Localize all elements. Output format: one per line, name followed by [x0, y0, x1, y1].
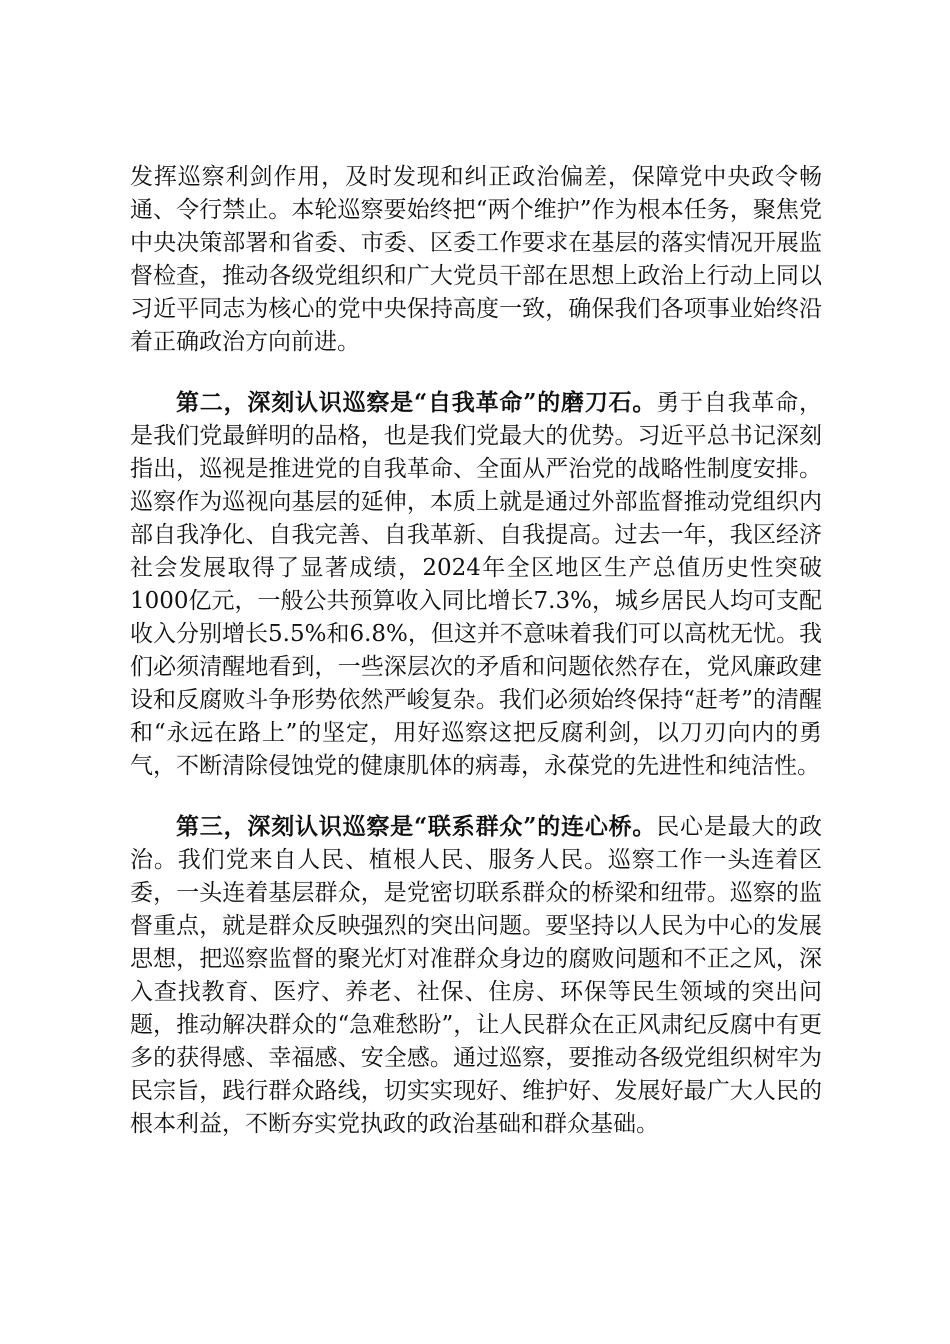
- paragraph-heading: 第三，深刻认识巡察是“联系群众”的连心桥。: [176, 813, 657, 840]
- paragraph-heading: 第二，深刻认识巡察是“自我革命”的磨刀石。: [176, 389, 657, 416]
- paragraph-text: 勇于自我革命，是我们党最鲜明的品格，也是我们党最大的优势。习近平总书记深刻指出，巡视是推进党的自我革命、全面从严治党的战略性制度安排。巡察作为巡视向基层的延伸，本质上就是通过外部监督推动党组织内部自我净化、自我完善、自我革新、自我提高。过去一年，我区经济社会发展取得了显著成绩，2024年全区地区生产总值历史性突破1000亿元，一般公共预算收入同比增长7.3%，城乡居民人均可支配收入分别增长5.5%和6.8%，但这并不意味着我们可以高枕无忧。我们必须清醒地看到，一些深层次的矛盾和问题依然存在，党风廉政建设和反腐败斗争形势依然严峻复杂。我们必须始终保持“赶考”的清醒和“永远在路上”的坚定，用好巡察这把反腐利剑，以刀刃向内的勇气，不断清除侵蚀党的健康肌体的病毒，永葆党的先进性和纯洁性。: [130, 390, 823, 779]
- document-body: [130, 161, 822, 1168]
- paragraph-text: 发挥巡察利剑作用，及时发现和纠正政治偏差，保障党中央政令畅通、令行禁止。本轮巡察要始终把“两个维护”作为根本任务，聚焦党中央决策部署和省委、市委、区委工作要求在基层的落实情况开展监督检查，推动各级党组织和广大党员干部在思想上政治上行动上同以习近平同志为核心的党中央保持高度一致，确保我们各项事业始终沿着正确政治方向前进。: [130, 164, 822, 355]
- paragraph-third-point: [130, 810, 822, 1141]
- paragraph-continued: [130, 161, 822, 359]
- paragraph-text: 民心是最大的政治。我们党来自人民、植根人民、服务人民。巡察工作一头连着区委，一头连着基层群众，是党密切联系群众的桥梁和纽带。巡察的监督重点，就是群众反映强烈的突出问题。要坚持以人民为中心的发展思想，把巡察监督的聚光灯对准群众身边的腐败问题和不正之风，深入查找教育、医疗、养老、社保、住房、环保等民生领域的突出问题，推动解决群众的“急难愁盼”，让人民群众在正风肃纪反腐中有更多的获得感、幸福感、安全感。通过巡察，要推动各级党组织树牢为民宗旨，践行群众路线，切实实现好、维护好、发展好最广大人民的根本利益，不断夯实党执政的政治基础和群众基础。: [130, 814, 823, 1137]
- paragraph-second-point: [130, 386, 822, 783]
